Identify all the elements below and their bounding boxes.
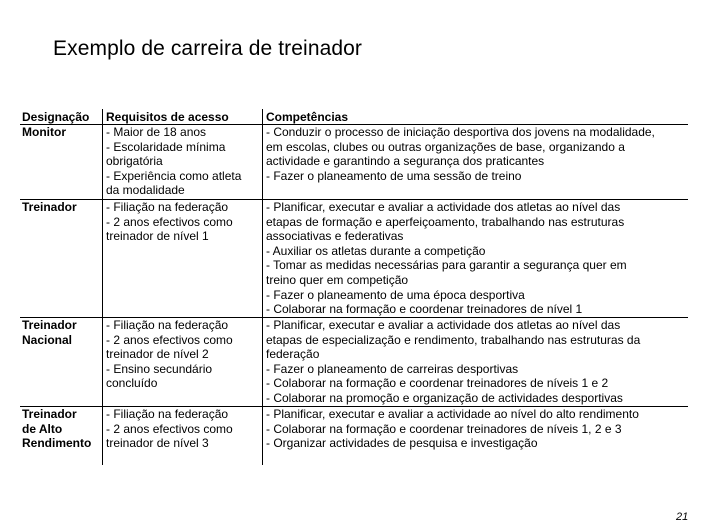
row-monitor-competencias: - Conduzir o processo de iniciação desportiva dos jovens na modalidade, em escolas, clubes ou outras organizações de base, organizando a actividade e garantindo a segurança dos praticantes - Fazer o planeamento de uma sessão de treino [266,125,655,183]
row-nacional-designacao: Treinador Nacional [22,318,77,347]
row-treinador-requisitos: - Filiação na federação - 2 anos efectivos como treinador de nível 1 [106,200,233,244]
row-nacional-requisitos: - Filiação na federação - 2 anos efectivos como treinador de nível 2 - Ensino secundário concluído [106,318,233,391]
header-competencias: Competências [266,110,349,124]
slide-title: Exemplo de carreira de treinador [53,37,363,60]
career-table [20,109,688,465]
row-treinador-designacao: Treinador [22,200,77,214]
header-designacao: Designação [22,110,90,124]
row-nacional-competencias: - Planificar, executar e avaliar a actividade dos atletas ao nível das etapas de especialização e rendimento, trabalhando nas estruturas da federação - Fazer o planeamento de carreiras desportivas - Colaborar na formação e coordenar treinadores de níveis 1 e 2 - Colaborar na promoção e organização de actividades desportivas [266,318,641,405]
row-alto-rendimento-competencias: - Planificar, executar e avaliar a actividade ao nível do alto rendimento - Colaborar na formação e coordenar treinadores de níveis 1, 2 e 3 - Organizar actividades de pesquisa e investigação [266,407,639,451]
row-treinador-competencias: - Planificar, executar e avaliar a actividade dos atletas ao nível das etapas de formação e aperfeiçoamento, trabalhando nas estruturas associativas e federativas - Auxiliar os atletas durante a competição - Tomar as medidas necessárias para garantir a segurança quer em treino quer em competição - Fazer o planeamento de uma época desportiva - Colaborar na formação e coordenar treinadores de nível 1 [266,200,627,317]
column-divider-2 [262,109,263,465]
row-monitor-requisitos: - Maior de 18 anos - Escolaridade mínima obrigatória - Experiência como atleta da modalidade [106,125,242,198]
header-requisitos: Requisitos de acesso [106,110,229,124]
row-alto-rendimento-designacao: Treinador de Alto Rendimento [22,407,92,451]
row-monitor-designacao: Monitor [22,125,66,139]
row-alto-rendimento-requisitos: - Filiação na federação - 2 anos efectivos como treinador de nível 3 [106,407,233,451]
column-divider-1 [102,109,103,465]
page-number: 21 [676,511,689,523]
